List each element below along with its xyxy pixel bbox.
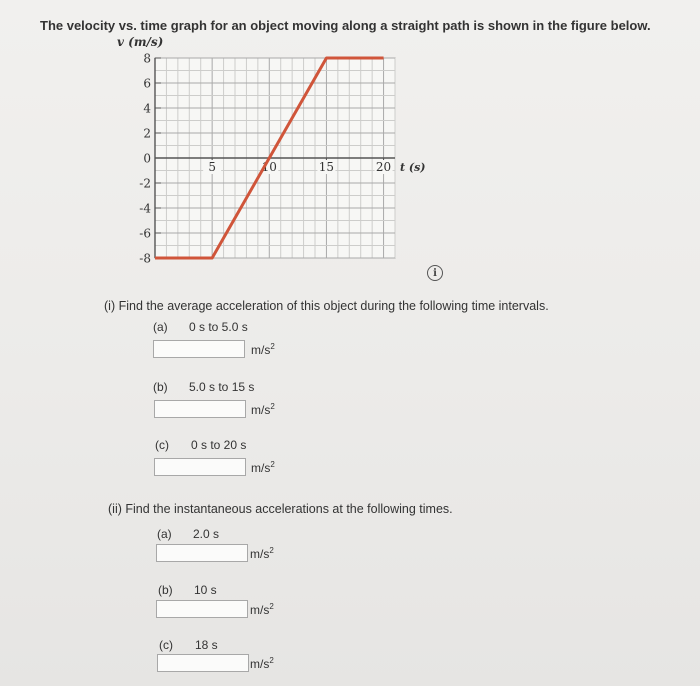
y-axis-label: v (m/s) xyxy=(117,35,164,49)
part-i-a-input[interactable] xyxy=(153,340,245,358)
part-i-b-text: 5.0 s to 15 s xyxy=(189,380,255,394)
part-ii-a-input[interactable] xyxy=(156,544,248,562)
part-i-c-unit: $m/s^2$ xyxy=(251,460,275,475)
part-ii-c-unit: $m/s^2$ xyxy=(250,656,274,671)
y-tick-label: 0 xyxy=(143,151,151,166)
part-ii-b-input[interactable] xyxy=(156,600,248,618)
y-tick-label: -2 xyxy=(139,176,151,191)
x-tick-label: 20 xyxy=(375,160,392,174)
y-tick-label: 4 xyxy=(143,101,151,116)
x-tick-label: 15 xyxy=(318,160,335,174)
part-i-b-label xyxy=(153,380,254,394)
part-ii-a-text: 2.0 s xyxy=(193,527,220,541)
x-tick-label: 5 xyxy=(208,160,216,174)
part-ii-b-text: 10 s xyxy=(194,583,217,597)
part-i-b-input[interactable] xyxy=(154,400,246,418)
part-i-b-letter: (b) xyxy=(153,380,168,394)
part-ii-b-letter: (b) xyxy=(158,583,173,597)
part-ii-c-text: 18 s xyxy=(195,638,218,652)
info-circle-icon[interactable]: i xyxy=(427,265,443,281)
part-i-b-unit: $m/s^2$ xyxy=(251,402,275,417)
part-i-c-text: 0 s to 20 s xyxy=(191,438,247,452)
part-ii-c-label xyxy=(159,638,218,652)
part-i-a-text: 0 s to 5.0 s xyxy=(189,320,248,334)
part-ii-heading: (ii) Find the instantaneous accelerations at the following times. xyxy=(108,502,453,516)
x-axis-label: t (s) xyxy=(400,161,426,174)
y-tick-label: 2 xyxy=(143,126,151,141)
question-text: The velocity vs. time graph for an object moving along a straight path is shown in the figure below. xyxy=(40,18,651,33)
y-tick-label: 6 xyxy=(143,76,151,91)
part-ii-b-unit: $m/s^2$ xyxy=(250,602,274,617)
velocity-time-graph xyxy=(100,28,440,263)
part-i-a-unit: $m/s^2$ xyxy=(251,342,275,357)
y-tick-label: 8 xyxy=(143,51,151,66)
y-tick-label: -4 xyxy=(139,201,151,216)
part-ii-a-label xyxy=(157,527,219,541)
chart-grid xyxy=(155,58,395,258)
part-ii-a-letter: (a) xyxy=(157,527,172,541)
part-i-c-label xyxy=(155,438,246,452)
y-tick-label: -8 xyxy=(139,251,151,263)
part-ii-a-unit: $m/s^2$ xyxy=(250,546,274,561)
part-i-c-letter: (c) xyxy=(155,438,169,452)
x-tick-label: 10 xyxy=(261,160,277,174)
part-i-heading: (i) Find the average acceleration of this object during the following time intervals. xyxy=(104,299,549,313)
part-ii-c-letter: (c) xyxy=(159,638,173,652)
part-ii-c-input[interactable] xyxy=(157,654,249,672)
part-ii-b-label xyxy=(158,583,217,597)
part-i-a-label xyxy=(153,320,248,334)
part-i-a-letter: (a) xyxy=(153,320,168,334)
y-tick-label: -6 xyxy=(139,226,151,241)
part-i-c-input[interactable] xyxy=(154,458,246,476)
